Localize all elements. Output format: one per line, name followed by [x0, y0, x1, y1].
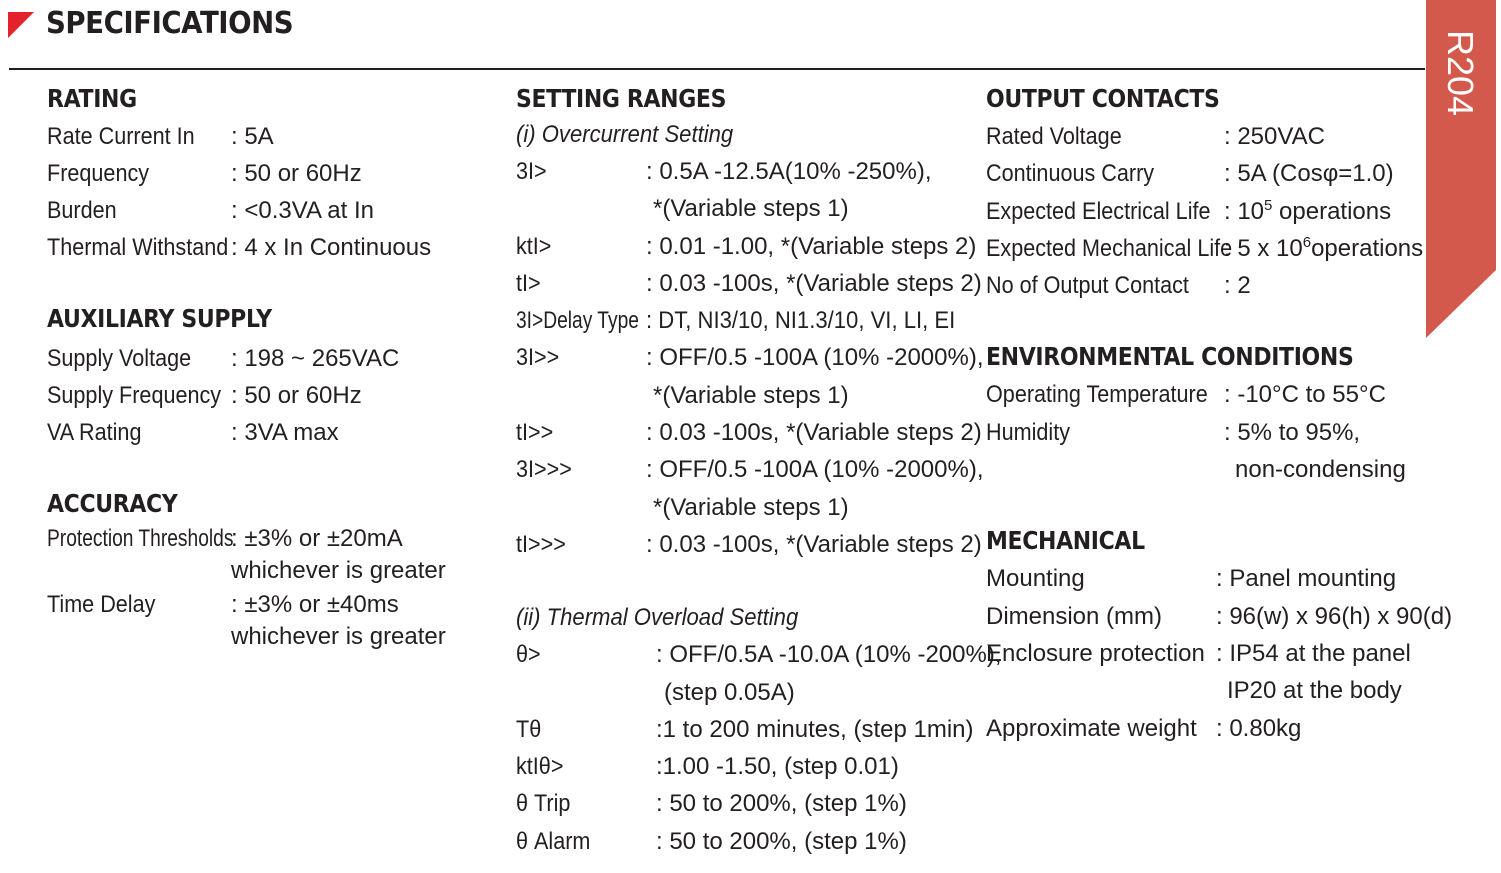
- spec-label: tI>>>: [516, 530, 566, 558]
- spec-value: : 0.03 -100s, *(Variable steps 2): [646, 419, 982, 447]
- spec-row: [986, 598, 1453, 635]
- spec-label: Dimension (mm): [986, 602, 1163, 630]
- spec-label: Supply Frequency: [47, 382, 222, 409]
- spec-row: [516, 302, 976, 339]
- spec-value-exponent: 5: [1264, 196, 1273, 214]
- column-left: [47, 82, 487, 655]
- output-contacts-heading: OUTPUT CONTACTS: [986, 84, 1220, 113]
- spec-value-line: whichever is greater: [231, 557, 446, 584]
- spec-row: [986, 414, 1426, 489]
- spec-value-exponent: 6: [1302, 233, 1312, 251]
- spec-value-text: : 5 x 10: [1224, 234, 1303, 262]
- spec-row: [986, 193, 1426, 230]
- spec-label: θ Trip: [516, 790, 571, 818]
- setting-ranges-heading: SETTING RANGES: [516, 84, 727, 113]
- spec-value: : 4 x In Continuous: [231, 234, 432, 261]
- spec-value: :1 to 200 minutes, (step 1min): [656, 715, 974, 743]
- accuracy-heading: ACCURACY: [47, 489, 178, 518]
- spec-label: Time Delay: [47, 591, 156, 618]
- thermal-subheading: (ii) Thermal Overload Setting: [516, 604, 799, 632]
- spec-label: Rated Voltage: [986, 123, 1122, 150]
- spec-label: Burden: [47, 197, 117, 224]
- spec-row: [986, 267, 1426, 304]
- spec-value-line: : 0.5A -12.5A(10% -250%),: [646, 158, 932, 185]
- spec-value: : 0.03 -100s, *(Variable steps 2): [646, 269, 982, 297]
- spec-value: : 50 or 60Hz: [231, 382, 362, 409]
- spec-label: Operating Temperature: [986, 381, 1208, 409]
- spec-row: [516, 636, 1002, 711]
- spec-label: Thermal Withstand: [47, 234, 229, 261]
- spec-value: [1224, 230, 1423, 267]
- spec-value: :1.00 -1.50, (step 0.01): [656, 753, 899, 781]
- mechanical-heading: MECHANICAL: [986, 526, 1145, 556]
- column-middle: [516, 82, 1002, 860]
- spec-row: [516, 711, 976, 748]
- spec-label: 3I>Delay Type: [516, 307, 639, 335]
- header-divider: [9, 68, 1425, 70]
- spec-row: [516, 339, 984, 414]
- page-title: SPECIFICATIONS: [46, 6, 294, 41]
- spec-value: : 50 to 200%, (step 1%): [656, 827, 907, 855]
- spec-row: [986, 118, 1426, 155]
- spec-label: Supply Voltage: [47, 345, 192, 372]
- overcurrent-subheading: (i) Overcurrent Setting: [516, 121, 734, 148]
- spec-value: [1216, 635, 1411, 710]
- spec-label: Mounting: [986, 565, 1085, 593]
- spec-value-text: operations: [1272, 197, 1392, 225]
- spec-value-line: whichever is greater: [231, 623, 446, 650]
- spec-label: Approximate weight: [986, 714, 1197, 742]
- spec-value: [1224, 414, 1406, 489]
- spec-value-line: : OFF/0.5 -100A (10% -2000%),: [646, 456, 984, 484]
- header-triangle-icon: [8, 12, 34, 38]
- spec-label: tI>: [516, 269, 541, 297]
- spec-label: 3I>>>: [516, 456, 572, 484]
- spec-row: [47, 192, 487, 229]
- spec-label: ktIθ>: [516, 753, 564, 781]
- spec-label: 3I>>: [516, 344, 560, 372]
- spec-row: [47, 229, 487, 266]
- spec-value: : 250VAC: [1224, 123, 1325, 150]
- spec-value-line: *(Variable steps 1): [653, 195, 849, 223]
- spec-label: θ>: [516, 641, 541, 669]
- spec-row: [516, 228, 976, 265]
- spec-value: [646, 451, 984, 526]
- spec-value: : 96(w) x 96(h) x 90(d): [1216, 602, 1453, 630]
- spec-row: [986, 230, 1426, 267]
- spec-label: ktI>: [516, 232, 552, 260]
- spec-value: [1224, 193, 1391, 230]
- spec-label: θ Alarm: [516, 827, 591, 855]
- spec-label: 3I>: [516, 158, 547, 185]
- spec-value: : 50 or 60Hz: [231, 160, 362, 187]
- spec-value-line: : OFF/0.5 -100A (10% -2000%),: [646, 344, 984, 372]
- spec-value: : -10°C to 55°C: [1224, 381, 1386, 409]
- spec-row: [516, 785, 976, 822]
- spec-value: : <0.3VA at In: [231, 197, 374, 224]
- spec-value-text: operations: [1311, 234, 1424, 262]
- spec-row: [516, 265, 982, 302]
- spec-value-line: *(Variable steps 1): [653, 493, 849, 521]
- spec-row: [516, 823, 976, 860]
- spec-row: [47, 155, 487, 192]
- spec-label: Enclosure protection: [986, 639, 1205, 667]
- spec-row: [47, 340, 487, 377]
- spec-value: : 198 ~ 265VAC: [231, 345, 400, 372]
- spec-value: : Panel mounting: [1216, 565, 1397, 593]
- spec-value-line: non-condensing: [1235, 456, 1406, 484]
- spec-label: Expected Electrical Life: [986, 197, 1211, 225]
- spec-row: [986, 635, 1426, 710]
- spec-row: [986, 560, 1426, 597]
- spec-row: [47, 589, 487, 655]
- spec-row: [986, 155, 1426, 192]
- spec-row: [47, 118, 487, 155]
- spec-label: VA Rating: [47, 419, 142, 446]
- rating-heading: RATING: [47, 84, 137, 113]
- spec-row: [47, 523, 487, 589]
- spec-row: [986, 710, 1426, 747]
- side-tab-label: R204: [1440, 30, 1481, 117]
- spec-row: [516, 451, 984, 526]
- spec-label: Humidity: [986, 418, 1071, 446]
- spec-label: Frequency: [47, 160, 150, 187]
- spec-value-line: : ±3% or ±20mA: [231, 525, 403, 552]
- spec-value: : 3VA max: [231, 419, 339, 446]
- spec-value-line: (step 0.05A): [664, 678, 795, 706]
- spec-value: : 50 to 200%, (step 1%): [656, 790, 907, 818]
- rating-section: [47, 82, 487, 266]
- spec-value-line: IP20 at the body: [1227, 677, 1402, 705]
- spec-value: [656, 636, 1002, 711]
- spec-value: : 0.03 -100s, *(Variable steps 2): [646, 530, 982, 558]
- spec-value: : DT, NI3/10, NI1.3/10, VI, LI, EI: [646, 307, 956, 335]
- accuracy-section: [47, 487, 487, 655]
- spec-label: No of Output Contact: [986, 272, 1189, 300]
- spec-value-line: : ±3% or ±40ms: [231, 591, 399, 618]
- spec-value: [646, 153, 932, 228]
- spec-value-text: : 10: [1224, 197, 1265, 225]
- spec-row: [516, 414, 982, 451]
- spec-label: Protection Thresholds: [47, 525, 234, 552]
- spec-value-line: : 5% to 95%,: [1224, 418, 1361, 446]
- spec-value: : 0.80kg: [1216, 714, 1302, 742]
- spec-value: : 5A (Cosφ=1.0): [1224, 160, 1394, 188]
- spec-value: [646, 339, 984, 414]
- spec-value-line: : OFF/0.5A -10.0A (10% -200%),: [656, 641, 1002, 669]
- spec-row: [47, 414, 487, 451]
- spec-row: [516, 748, 976, 785]
- auxiliary-supply-heading: AUXILIARY SUPPLY: [47, 304, 272, 333]
- spec-row: [47, 377, 487, 414]
- spec-value: : 5A: [231, 123, 274, 150]
- spec-label: Tθ: [516, 715, 542, 743]
- spec-value: : 2: [1224, 272, 1251, 300]
- environmental-heading: ENVIRONMENTAL CONDITIONS: [986, 342, 1354, 372]
- spec-row: [986, 376, 1426, 413]
- column-right: [986, 82, 1453, 747]
- spec-value-line: *(Variable steps 1): [653, 381, 849, 409]
- spec-row: [516, 153, 976, 228]
- spec-value: [231, 589, 446, 653]
- spec-row: [516, 526, 982, 563]
- auxiliary-supply-section: [47, 302, 487, 451]
- spec-label: Continuous Carry: [986, 160, 1155, 188]
- spec-label: Expected Mechanical Life: [986, 234, 1233, 262]
- spec-label: Rate Current In: [47, 123, 195, 150]
- spec-label: tI>>: [516, 419, 554, 447]
- spec-value: [231, 523, 446, 587]
- spec-value-line: : IP54 at the panel: [1216, 639, 1411, 667]
- spec-value: : 0.01 -1.00, *(Variable steps 2): [646, 232, 977, 260]
